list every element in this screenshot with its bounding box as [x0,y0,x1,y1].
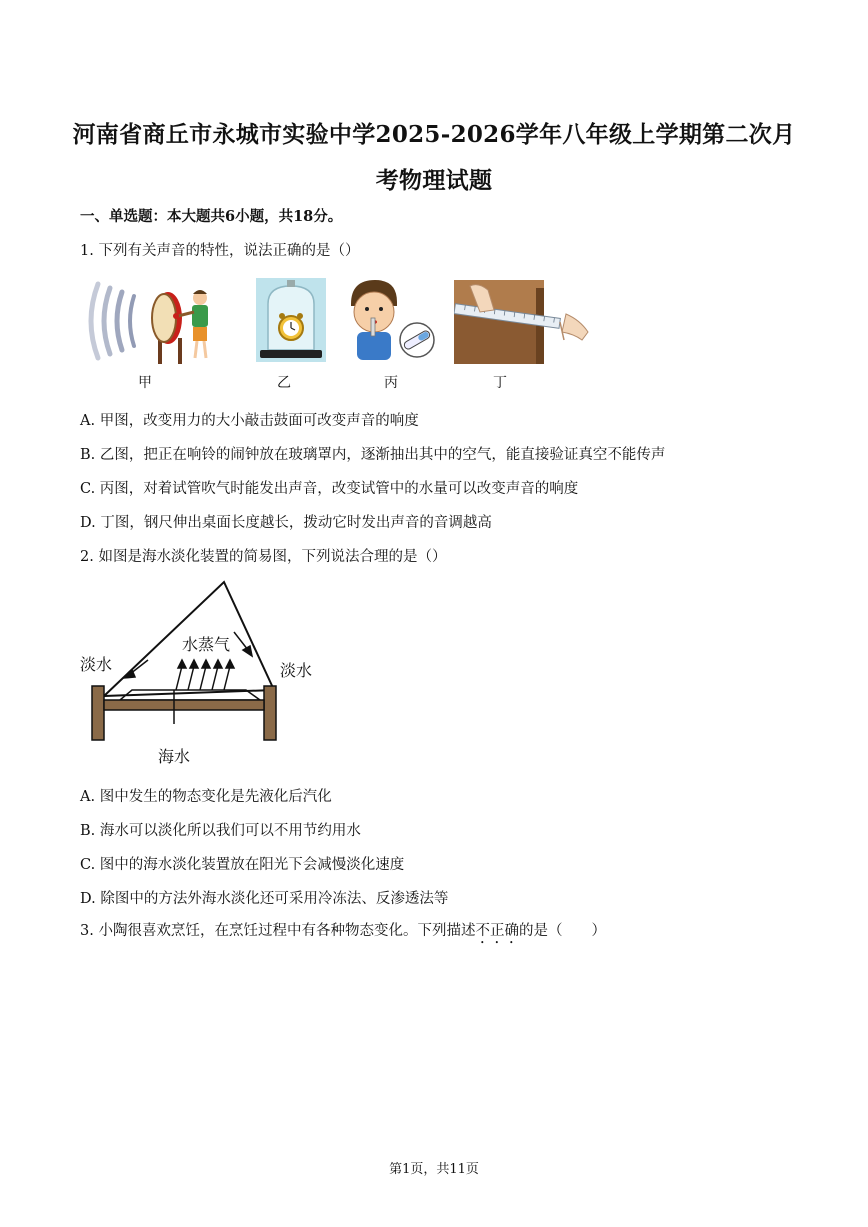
q2-option-b: B. 海水可以淡化所以我们可以不用节约用水 [80,823,361,839]
label-fresh-water-right: 淡水 [280,661,313,680]
q1-option-a: A. 甲图，改变用力的大小敲击鼓面可改变声音的响度 [80,413,419,429]
q3-stem-after: 的是（ ） [518,923,606,939]
label-fresh-water-left: 淡水 [80,655,113,674]
caption-jia: 甲 [138,375,152,391]
desalination-diagram [78,578,328,768]
caption-yi: 乙 [277,375,291,391]
document-title-line2: 考物理试题 [375,167,493,194]
q3-stem-before: 3. 小陶很喜欢烹饪，在烹饪过程中有各种物态变化。下列描述 [80,923,476,939]
q1-option-b: B. 乙图，把正在响铃的闹钟放在玻璃罩内，逐渐抽出其中的空气，能直接验证真空不能传声 [80,447,666,463]
q3-stem-emphasis: 不正确 [475,923,519,939]
test-tube-figure [347,276,437,362]
label-sea-water: 海水 [158,747,191,766]
caption-bing: 丙 [384,375,398,391]
q2-option-d: D. 除图中的方法外海水淡化还可采用冷冻法、反渗透法等 [80,891,449,907]
label-water-vapor: 水蒸气 [182,635,231,654]
q1-option-c: C. 丙图，对着试管吹气时能发出声音，改变试管中的水量可以改变声音的响度 [80,481,579,497]
q2-option-a: A. 图中发生的物态变化是先液化后汽化 [80,789,332,805]
document-title-line1: 河南省商丘市永城市实验中学2025-2026学年八年级上学期第二次月 [72,121,796,148]
q2-option-c: C. 图中的海水淡化装置放在阳光下会减慢淡化速度 [80,857,405,873]
page-footer: 第1页，共11页 [389,1162,479,1177]
section-heading: 一、单选题：本大题共6小题，共18分。 [80,208,343,225]
question-3-stem [80,919,606,947]
question-1-stem: 1. 下列有关声音的特性，说法正确的是（） [80,243,360,259]
question-2-stem: 2. 如图是海水淡化装置的简易图，下列说法合理的是（） [80,549,447,565]
drum-figure [80,276,220,366]
caption-ding: 丁 [493,375,507,391]
bell-jar-figure [256,278,326,362]
q1-option-d: D. 丁图，钢尺伸出桌面长度越长，拨动它时发出声音的音调越高 [80,515,492,531]
steel-ruler-figure [454,280,592,364]
